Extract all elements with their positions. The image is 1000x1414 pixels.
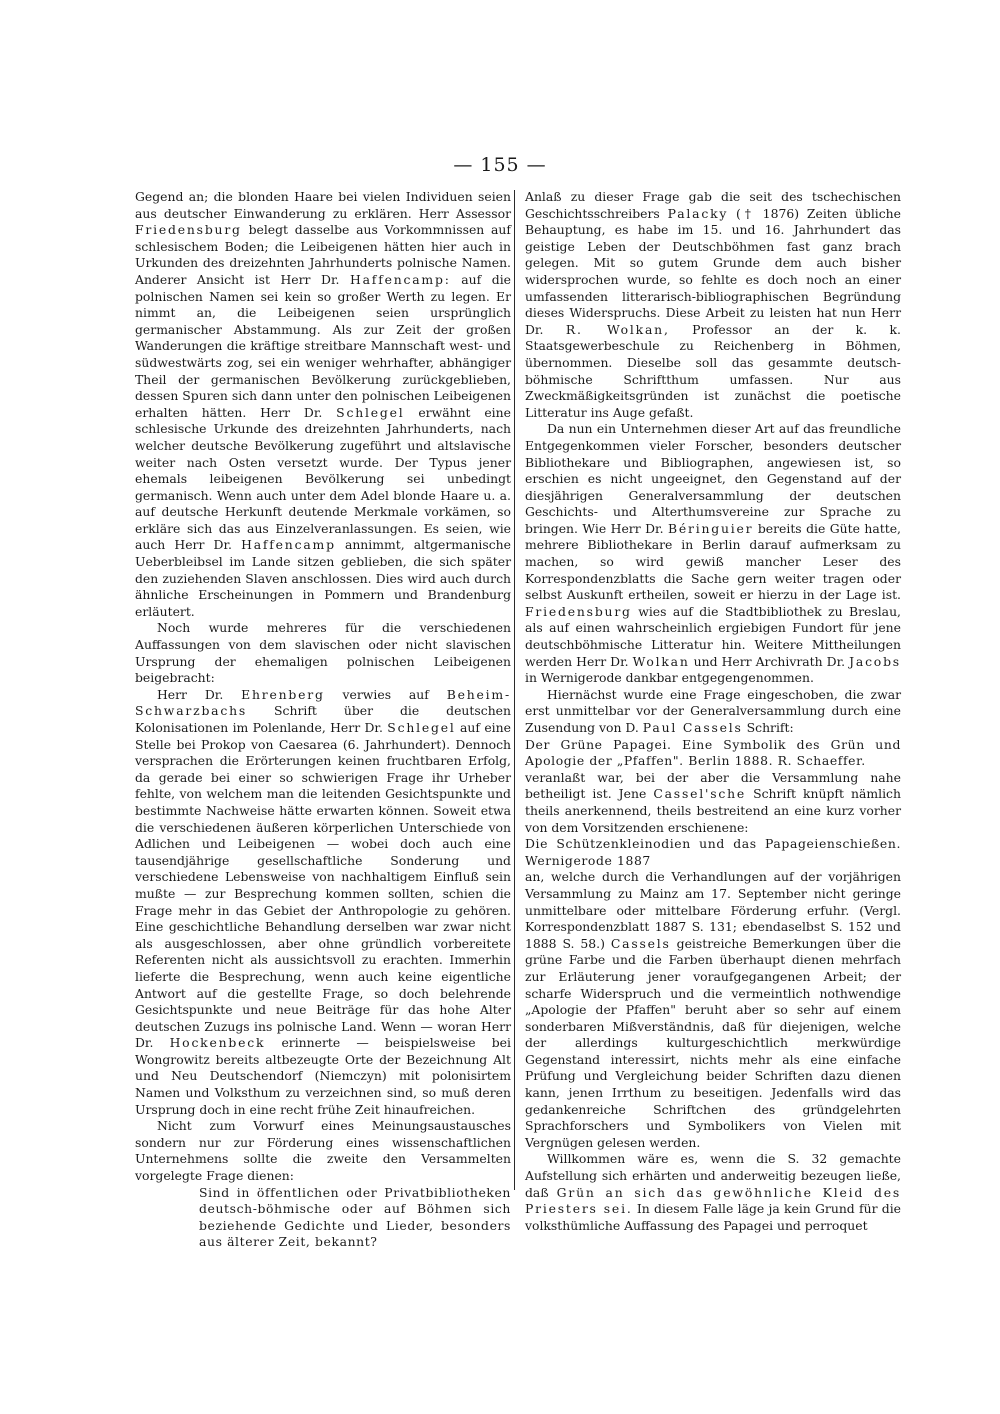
person-name: Friedensburg [135, 222, 242, 238]
column-divider [514, 190, 515, 1190]
paragraph: Gegend an; die blonden Haare bei vielen Individuen seien aus deutscher Einwanderung zu erklären. Herr Assessor Friedensburg belegt dasselbe aus Vorkommnissen auf schlesischem Boden; die Leibeigenen hätten hier auch in Urkunden des dreizehnten Jahrhunderts polnische Namen. Anderer Ansicht ist Herr Dr. Haffencamp: auf die polnischen Namen sei kein so großer Werth zu legen. Er nimmt an, die Leibeigenen seien ursprünglich germanischer Abstammung. Als zur Zeit der großen Wanderungen die kräftige streitbare Mannschaft west- und südwestwärts zog, sei ein weniger wehrhafter, abhängiger Theil der germanischen Bevölkerung zurückgeblieben, dessen Spuren sich dann unter den polnischen Leibeigenen erhalten hätten. Herr Dr. Schlegel erwähnt eine schlesische Urkunde des dreizehnten Jahrhunderts, nach welcher deutsche Bevölkerung zugeführt und altslavische weiter nach Osten versetzt wurde. Der Typus jener ehemals leibeigenen Bevölkerung sei unbedingt germanisch. Wenn auch unter dem Adel blonde Haare u. a. auf deutsche Herkunft deutende Merkmale vorkämen, so erkläre sich das aus Einzelveranlassungen. Es seien, wie auch Herr Dr. Haffencamp annimmt, altgermanische Ueberbleibsel im Lande sitzen geblieben, die sich später den zuziehenden Slaven anschlossen. Dies wird auch durch ähnliche Erscheinungen in Pommern und Brandenburg erläutert. [135, 189, 511, 619]
paragraph: veranlaßt war, bei der aber die Versammlung nahe betheiligt ist. Jene Cassel'sche Schrift knüpft nämlich theils anerkennend, theils bestreitend an eine kurz vorher von dem Vorsitzenden erschienene: [525, 769, 901, 835]
block-quote: Der Grüne Papagei. Eine Symbolik des Grün und Apologie der „Pfaffen". Berlin 1888. R. Schaeffer. [525, 736, 901, 769]
person-name: Paul Cassels [642, 720, 743, 735]
block-quote: Sind in öffentlichen oder Privatbibliotheken deutsch-böhmische oder auf Böhmen sich beziehende Gedichte und Lieder, besonders aus älterer Zeit, bekannt? [199, 1184, 511, 1250]
block-quote: Die Schützenkleinodien und das Papageienschießen. Wernigerode 1887 [525, 836, 901, 868]
person-name: Palacky [667, 205, 729, 221]
person-name: Ehrenberg [241, 686, 325, 702]
person-name: Béringuier [667, 520, 754, 536]
emphasis: Grün an sich das gewöhnliche Kleid des Priesters sei. [525, 1184, 901, 1217]
paragraph: Willkommen wäre es, wenn die S. 32 gemachte Aufstellung sich erhärten und anderweitig bezeugen ließe, daß Grün an sich das gewöhnliche Kleid des Priesters sei. In diesem Falle läge ja kein Grund für die volksthümliche Auffassung des Papagei und perroquet [525, 1151, 901, 1233]
paragraph: Da nun ein Unternehmen dieser Art auf das freundliche Entgegenkommen vieler Forscher, besonders deutscher Bibliothekare und Bibliographen, angewiesen ist, so erschien es nicht ungeeignet, den Gegenstand auf der diesjährigen Generalversammlung der deutschen Geschichts- und Alterthumsvereine zur Sprache zu bringen. Wie Herr Dr. Béringuier bereits die Güte hatte, mehrere Bibliothekare in Berlin darauf aufmerksam zu machen, so wird gewiß mancher Leser des Korrespondenzblatts die Sache gern weiter tragen oder selbst Auskunft ertheilen, soweit er hierzu in der Lage ist. Friedensburg wies auf die Stadtbibliothek zu Breslau, als auf einen wahrscheinlich ergiebigen Fundort für jene deutschböhmische Litteratur hin. Weitere Mittheilungen werden Herr Dr. Wolkan und Herr Archivrath Dr. Jacobs in Wernigerode dankbar entgegengenommen. [525, 421, 901, 686]
person-name: Friedensburg [525, 603, 632, 619]
person-name: Haffencamp: [350, 271, 451, 287]
person-name: Hockenbeck [169, 1035, 266, 1051]
paragraph: Noch wurde mehreres für die verschiedenen Auffassungen von dem slavischen oder nicht slavischen Ursprung der ehemaligen polnischen Leibeigenen beigebracht: [135, 620, 511, 686]
paragraph: Herr Dr. Ehrenberg verwies auf Beheim-Schwarzbachs Schrift über die deutschen Kolonisationen im Polenlande, Herr Dr. Schlegel auf eine Stelle bei Prokop von Caesarea (6. Jahrhundert). Dennoch versprachen die Erörterungen keinen fruchtbaren Erfolg, da gerade bei einer so schwierigen Frage ihr Urheber fehlte, von welchem man die leitenden Gesichtspunkte und bestimmte Nachweise hätte erwarten können. Soweit etwa die verschiedenen äußeren körperlichen Unterschiede von Adlichen und Leibeigenen — wobei doch auch eine tausendjährige gesellschaftliche Sonderung und verschiedene Lebensweise von nachhaltigem Einfluß sein mußte — zur Besprechung kommen sollten, schien die Frage mehr in das Gebiet der Anthropologie zu gehören. Eine geschichtliche Behandlung derselben war zwar nicht als ausgeschlossen, aber ohne gründlich vorbereitete Referenten nicht als aussichtsvoll zu erachten. Immerhin lieferte die Besprechung, wenn auch keine eigentliche Antwort auf die gestellte Frage, so doch belehrende Gesichtspunkte und neue Beiträge für das hohe Alter deutschen Zuzugs ins polnische Land. Wenn — woran Herr Dr. Hockenbeck erinnerte — beispielsweise bei Wongrowitz bereits altbezeugte Orte der Bezeichnung Alt und Neu Deutschendorf (Niemczyn) mit polonisirtem Namen und Volksthum zu verzeichnen sind, so muß deren Ursprung doch in eine recht frühe Zeit hinaufreichen. [135, 686, 511, 1117]
person-name: Haffencamp [241, 537, 336, 553]
page-number: — 155 — [453, 154, 547, 176]
left-column [135, 189, 511, 1251]
person-name: Cassel'sche [653, 786, 747, 802]
person-name: Beheim-Schwarzbachs [135, 686, 511, 719]
person-name: Schlegel [336, 404, 405, 420]
person-name: Wolkan [632, 653, 690, 669]
paragraph: Hiernächst wurde eine Frage eingeschoben, die zwar erst unmittelbar vor der Generalversammlung durch eine Zusendung von D. Paul Cassels Schrift: [525, 686, 901, 735]
paragraph: Anlaß zu dieser Frage gab die seit des tschechischen Geschichtsschreibers Palacky († 1876) Zeiten übliche Behauptung, es habe im 15. und 16. Jahrhundert das geistige Leben der Deutschböhmen fast ganz brach gelegen. Mit so gutem Grunde dem auch bisher widersprochen wurde, so fehlte es doch noch an einer umfassenden litterarisch-bibliographischen Begründung dieses Widerspruchs. Diese Arbeit zu leisten hat nun Herr Dr. R. Wolkan, Professor an der k. k. Staatsgewerbeschule zu Reichenberg in Böhmen, übernommen. Dieselbe soll das gesammte deutsch-böhmische Schriftthum umfassen. Nur aus Zweckmäßigkeitsgründen ist zunächst die poetische Litteratur ins Auge gefaßt. [525, 189, 901, 420]
right-column [525, 189, 901, 1234]
person-name: Jacobs [849, 653, 901, 669]
person-name: R. Wolkan, [565, 321, 670, 337]
paragraph: an, welche durch die Verhandlungen auf der vorjährigen Versammlung zu Mainz am 17. September nicht geringe unmittelbare oder mittelbare Förderung erfuhr. (Vergl. Korrespondenzblatt 1887 S. 131; ebendaselbst S. 152 und 1888 S. 58.) Cassels geistreiche Bemerkungen über die grüne Farbe und die Farben überhaupt dienen mehrfach zur Erläuterung jener voraufgegangenen Arbeit; der scharfe Widerspruch und die vermeintlich nothwendige „Apologie der Pfaffen" beruht aber so sehr auf einem sonderbaren Mißverständnis, daß für diejenigen, welche der allerdings kulturgeschichtlich merkwürdige Gegenstand interessirt, nichts mehr als eine einfache Prüfung und Vergleichung beider Schriften dazu dienen kann, jenen Irrthum zu beseitigen. Jedenfalls wird das gedankenreiche Schriftchen des gründgelehrten Sprachforschers und Symbolikers von Vielen mit Vergnügen gelesen werden. [525, 869, 902, 1150]
paragraph: Nicht zum Vorwurf eines Meinungsaustausches sondern nur zur Förderung eines wissenschaftlichen Unternehmens sollte die zweite den Versammelten vorgelegte Frage dienen: [135, 1118, 511, 1184]
person-name: Cassels [610, 935, 671, 951]
person-name: Schlegel [387, 720, 456, 735]
